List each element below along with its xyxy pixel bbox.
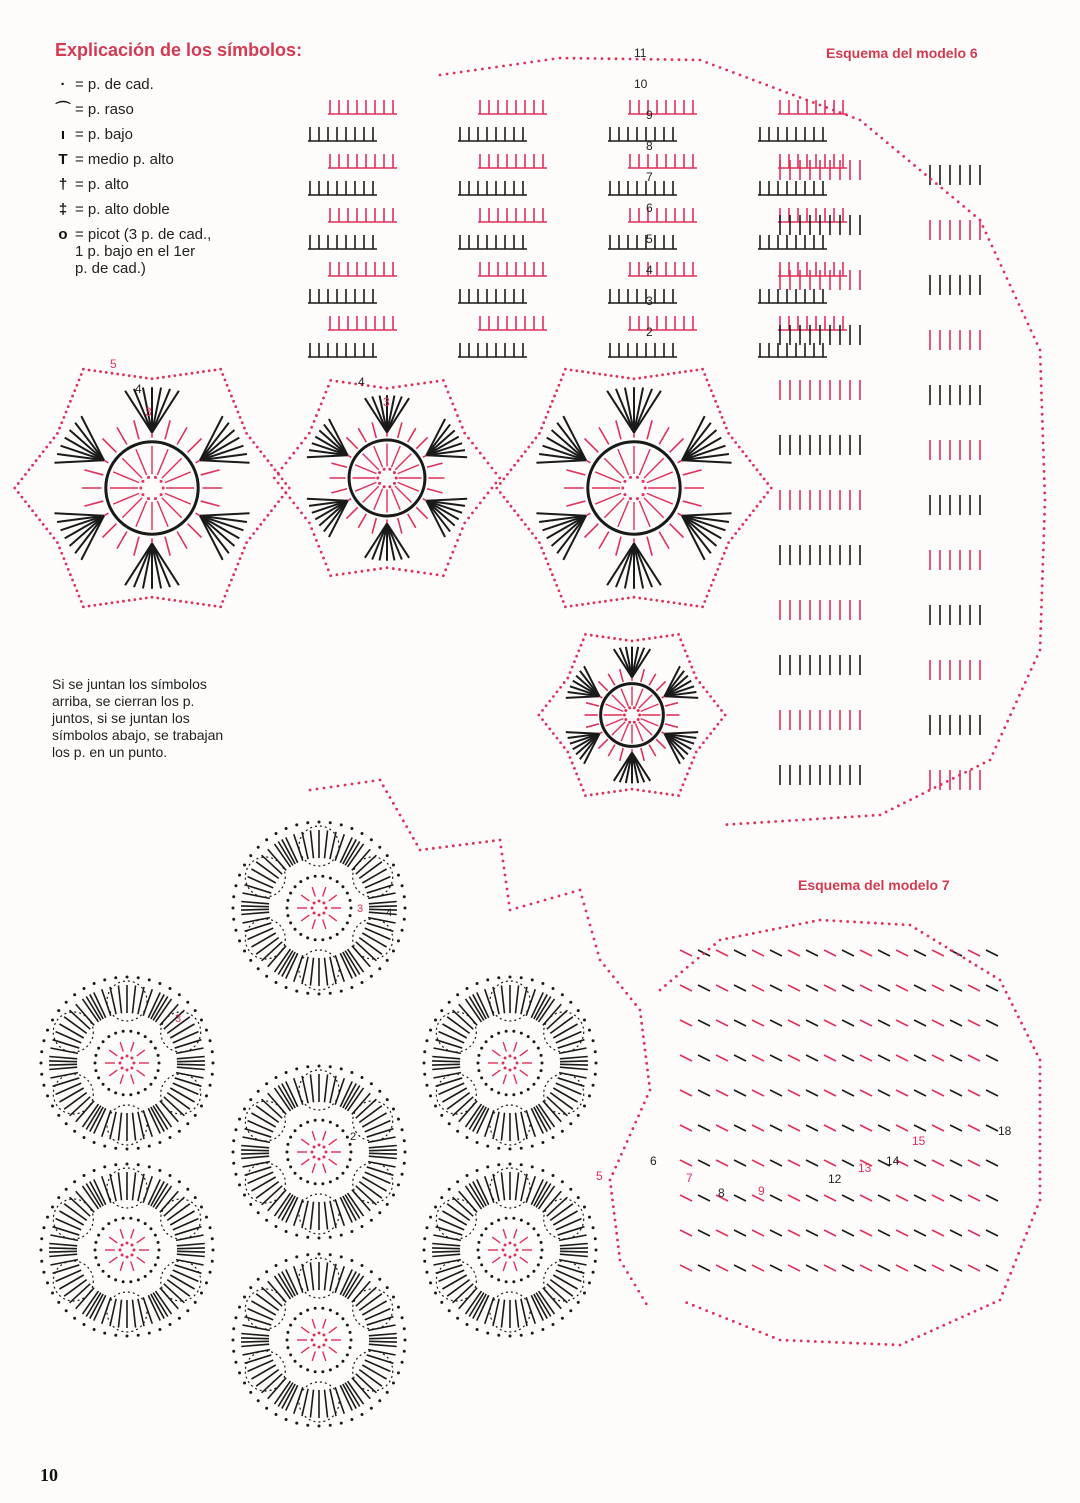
chain-ring (286, 1307, 353, 1374)
fan-row-block (608, 127, 677, 141)
petal (469, 1168, 551, 1208)
model6-motif-label: 4 (135, 382, 142, 396)
petal (469, 1292, 551, 1332)
model7-row-block (752, 950, 764, 1271)
chain-ring (477, 1217, 544, 1284)
inner-stitch-ring (110, 446, 194, 530)
fan-row-block (628, 316, 697, 330)
center-ring (119, 1242, 136, 1259)
legend-label: = p. raso (75, 101, 134, 118)
model7-outer-chain (659, 919, 1042, 1347)
model6-round-label: 10 (634, 77, 648, 91)
model7-fan-section (680, 950, 998, 1271)
fan-row-block (608, 343, 677, 357)
chain-ring (286, 1119, 353, 1186)
inner-stitch-ring (297, 1131, 341, 1173)
model7-row-block (806, 950, 818, 1271)
petal (86, 1168, 168, 1208)
fan-row-block (628, 154, 697, 168)
right-row-block (780, 160, 980, 185)
right-row-block (780, 215, 980, 240)
fan-row-block (608, 289, 677, 303)
petal (469, 1105, 551, 1145)
fan-row-block (308, 289, 377, 303)
fan-row-block (758, 181, 827, 195)
model6-round-label: 5 (646, 232, 653, 246)
model6-title: Esquema del modelo 6 (826, 45, 978, 61)
right-row-block (780, 435, 980, 460)
model6-round-label: 8 (646, 139, 653, 153)
model7-row-block (986, 950, 998, 1271)
fan-row-block (458, 289, 527, 303)
fan-row-block (328, 154, 397, 168)
model7-motif-label: 2 (350, 1131, 357, 1143)
petal (86, 981, 168, 1021)
legend-label: = p. bajo (75, 126, 133, 143)
inner-stitch-ring (105, 1229, 149, 1271)
right-row-block (780, 655, 980, 680)
fan-row-block (458, 235, 527, 249)
chain-ring (477, 1030, 544, 1097)
pink-stitch-ring (330, 421, 445, 536)
model7-row-block (698, 950, 710, 1271)
fan-row-block (758, 235, 827, 249)
model6-motif-label: 3 (383, 395, 390, 409)
fan-row-block (478, 154, 547, 168)
model6-motif-b (495, 368, 772, 608)
legend-label: = p. alto (75, 176, 129, 193)
model7-motif-label: 3 (357, 903, 364, 915)
model6-round-label: 11 (634, 46, 647, 60)
model7-round-label: 15 (912, 1134, 926, 1148)
model7-flower-2 (40, 976, 215, 1151)
center-ring (119, 1055, 136, 1072)
model7-left-chain (309, 779, 652, 1306)
center-ring (311, 900, 328, 917)
fan-row-block (308, 181, 377, 195)
model7-row-block (896, 950, 908, 1271)
model7-motif-label: 3 (175, 1013, 182, 1025)
model6-fan-rows (308, 100, 847, 357)
model7-round-label: 13 (858, 1161, 872, 1175)
model7-motif-label: 4 (386, 907, 393, 919)
legend-label: = p. de cad. (75, 76, 154, 93)
model7-flower-4 (232, 1065, 407, 1240)
inner-stitch-ring (604, 687, 661, 744)
fan-row-block (758, 127, 827, 141)
model7-flower-3 (423, 976, 598, 1151)
right-row-block (780, 765, 980, 790)
model7-row-block (734, 950, 746, 1271)
fan-row-block (458, 343, 527, 357)
model7-flower-6 (423, 1163, 598, 1338)
model6-diagram (13, 57, 1046, 826)
fan-row-block (328, 100, 397, 114)
fan-row-block (628, 262, 697, 276)
right-row-block (780, 270, 980, 295)
model7-round-label: 5 (596, 1169, 603, 1183)
joining-note: Si se juntan los símbolos arriba, se cierran los p. juntos, si se juntan los símbolos abajo, se trabajan los p. en un punto. (52, 676, 224, 760)
model7-flower-5 (40, 1163, 215, 1338)
model7-row-block (716, 950, 728, 1271)
model6-motif-a (13, 368, 290, 608)
fan-row-block (478, 316, 547, 330)
right-row-block (780, 490, 980, 515)
petal (278, 826, 360, 866)
inner-stitch-ring (353, 444, 422, 513)
inner-stitch-ring (105, 1042, 149, 1084)
petal (86, 1105, 168, 1145)
fan-row-block (308, 235, 377, 249)
model7-round-label: 6 (650, 1154, 657, 1168)
legend-label: = p. alto doble (75, 201, 170, 218)
fan-row-block (778, 208, 847, 222)
treble-crochet-symbol-icon: ‡ (58, 201, 68, 218)
double-crochet-symbol-icon: † (58, 176, 68, 193)
fan-row-block (758, 343, 827, 357)
model6-round-label: 6 (646, 201, 653, 215)
model6-round-label: 7 (646, 170, 653, 184)
round-labels (110, 46, 1012, 1200)
model6-right-rows (780, 160, 980, 790)
half-double-symbol-icon: T (58, 151, 68, 168)
center-ring (502, 1242, 519, 1259)
model7-round-label: 8 (718, 1186, 725, 1200)
fan-row-block (328, 262, 397, 276)
page-number: 10 (40, 1465, 58, 1485)
center-ring (623, 706, 641, 723)
right-row-block (780, 710, 980, 735)
fan-row-block (778, 262, 847, 276)
model7-row-block (878, 950, 890, 1271)
model6-round-label: 2 (646, 325, 653, 339)
model6-motif-label: 3 (145, 405, 152, 419)
model7-row-block (860, 950, 872, 1271)
model6-round-label: 9 (646, 108, 653, 122)
model6-motif-label: 5 (110, 357, 117, 371)
fan-row-block (608, 181, 677, 195)
inner-stitch-ring (592, 446, 676, 530)
right-row-block (780, 545, 980, 570)
single-crochet-symbol-icon: ı (60, 126, 66, 143)
fan-row-block (328, 208, 397, 222)
model6-outer-chain (439, 57, 1047, 826)
model6-round-label: 4 (646, 263, 653, 277)
petal (278, 950, 360, 990)
inner-stitch-ring (297, 887, 341, 929)
fan-row-block (308, 127, 377, 141)
model7-round-label: 14 (886, 1154, 900, 1168)
model7-round-label: 9 (758, 1184, 765, 1198)
model7-title: Esquema del modelo 7 (798, 877, 950, 893)
slip-stitch-symbol-icon: ⌒ (55, 101, 71, 118)
petal (278, 1194, 360, 1234)
pink-stitch-ring (585, 668, 680, 763)
model7-round-label: 12 (828, 1172, 842, 1186)
fan-row-block (758, 289, 827, 303)
fan-row-block (328, 316, 397, 330)
model7-row-block (680, 950, 692, 1271)
fan-row-block (628, 100, 697, 114)
fan-row-block (458, 181, 527, 195)
fan-row-block (628, 208, 697, 222)
model7-row-block (914, 950, 926, 1271)
fan-row-block (458, 127, 527, 141)
inner-stitch-ring (488, 1229, 532, 1271)
fan-row-block (778, 154, 847, 168)
right-row-block (780, 600, 980, 625)
pink-stitch-ring (564, 418, 704, 558)
center-ring (311, 1144, 328, 1161)
fan-row-block (308, 343, 377, 357)
legend-title: Explicación de los símbolos: (55, 40, 303, 60)
fan-row-block (478, 262, 547, 276)
model6-motif-label: 4 (358, 375, 365, 389)
model7-round-label: 18 (998, 1124, 1012, 1138)
right-row-block (780, 380, 980, 405)
center-ring (376, 468, 397, 488)
fan-row-block (608, 235, 677, 249)
fan-row-block (778, 316, 847, 330)
model7-flower-1 (232, 821, 407, 996)
pink-stitch-ring (82, 418, 222, 558)
model7-flower-7 (232, 1253, 407, 1428)
model6-motif-d (538, 633, 727, 797)
petal (86, 1292, 168, 1332)
model7-round-label: 7 (686, 1171, 693, 1185)
fan-row-block (478, 208, 547, 222)
petal (469, 981, 551, 1021)
right-row-block (780, 325, 980, 350)
fan-row-block (478, 100, 547, 114)
model7-row-block (842, 950, 854, 1271)
model7-row-block (950, 950, 962, 1271)
model7-row-block (770, 950, 782, 1271)
model6-round-label: 3 (646, 294, 653, 308)
petal (278, 1382, 360, 1422)
center-ring (502, 1055, 519, 1072)
model7-row-block (932, 950, 944, 1271)
petal (278, 1070, 360, 1110)
legend-label: = picot (3 p. de cad., 1 p. bajo en el 1er p. de cad.) (75, 226, 212, 277)
model7-diagram (40, 779, 1042, 1428)
chain-ring (286, 875, 353, 942)
model7-row-block (968, 950, 980, 1271)
inner-stitch-ring (488, 1042, 532, 1084)
chain-ring (94, 1030, 161, 1097)
legend-label: = medio p. alto (75, 151, 174, 168)
petal (278, 1258, 360, 1298)
center-ring (621, 476, 646, 500)
center-ring (139, 476, 164, 500)
inner-stitch-ring (297, 1319, 341, 1361)
model7-row-block (788, 950, 800, 1271)
picot-symbol-icon: o (58, 226, 68, 243)
chain-ring (94, 1217, 161, 1284)
chain-symbol-icon: · (60, 76, 66, 93)
center-ring (311, 1332, 328, 1349)
model7-row-block (824, 950, 836, 1271)
